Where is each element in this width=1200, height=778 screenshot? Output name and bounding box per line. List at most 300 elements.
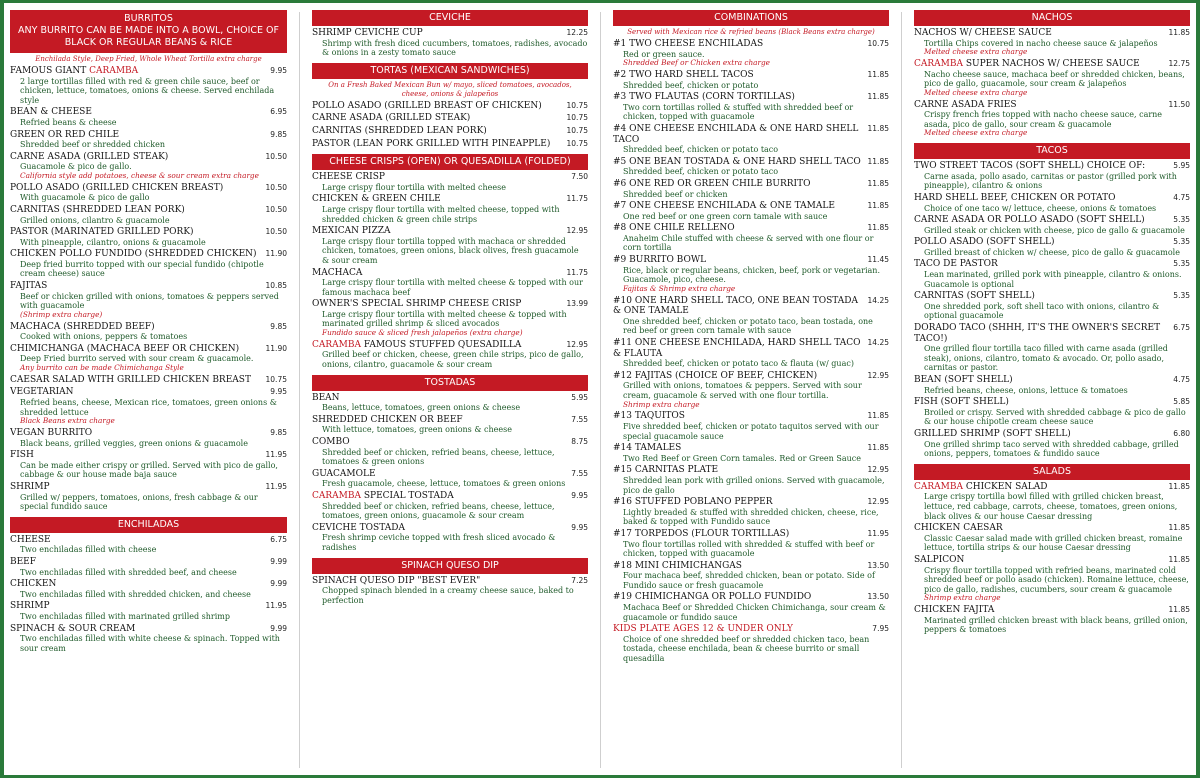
menu-item-row — [613, 157, 889, 168]
menu-item — [10, 557, 287, 577]
item-note: Melted cheese extra charge — [924, 87, 1028, 97]
menu-item-row — [10, 387, 287, 398]
item-price: 5.85 — [1173, 397, 1190, 407]
item-description: Deep fried burrito topped with our special fundido (chipotle cream cheese) sauce — [20, 259, 264, 279]
item-name-text: CHICKEN CAESAR — [914, 523, 1003, 534]
menu-item-row — [312, 268, 588, 279]
item-price: 12.95 — [566, 226, 588, 236]
menu-item-row — [914, 323, 1190, 344]
menu-item — [10, 387, 287, 426]
item-description: Beef or chicken grilled with onions, tomatoes & peppers served with guacamole — [20, 291, 279, 311]
column-content — [613, 10, 889, 664]
item-price: 10.85 — [265, 281, 287, 291]
item-price: 10.75 — [566, 125, 588, 135]
menu-item — [10, 107, 287, 127]
item-name — [312, 415, 463, 426]
item-name — [10, 130, 119, 141]
menu-item-row — [613, 179, 889, 190]
item-name-text: CARNE ASADA (GRILLED STEAK) — [312, 113, 471, 124]
item-name-text: #19 CHIMICHANGA OR POLLO FUNDIDO — [613, 592, 812, 603]
item-name-text: GREEN OR RED CHILE — [10, 129, 120, 140]
item-name — [914, 237, 1054, 248]
item-description: Shredded beef, chicken or potato taco — [623, 145, 779, 155]
item-description: Broiled or crispy. Served with shredded cabbage & pico de gallo & our house chipotle cream cheese sauce — [924, 407, 1186, 427]
menu-item — [914, 100, 1190, 139]
item-name — [613, 179, 810, 190]
item-description: Lean marinated, grilled pork with pineapple, cilantro & onions. Guacamole is optional — [924, 270, 1182, 289]
item-price: 11.90 — [265, 249, 287, 259]
item-name — [10, 107, 92, 118]
item-name-highlight: CARAMBA — [914, 58, 963, 69]
section-header-line: BLACK OR REGULAR BEANS & RICE — [64, 37, 233, 48]
item-price: 11.95 — [265, 450, 287, 460]
item-price: 5.95 — [1173, 161, 1190, 171]
item-description: Grilled beef or chicken, cheese, green chile strips, pico de gallo, onions, cilantro, guacamole & sour cream — [322, 350, 584, 370]
item-price: 11.85 — [1168, 481, 1190, 491]
menu-item-row — [613, 223, 889, 234]
item-name-highlight: CARAMBA — [312, 490, 361, 501]
item-price: 13.50 — [867, 592, 889, 602]
item-name-text: SPINACH & SOUR CREAM — [10, 623, 136, 634]
menu-item-row — [914, 291, 1190, 302]
menu-item — [10, 450, 287, 480]
item-price: 9.85 — [270, 321, 287, 331]
column-content — [10, 10, 287, 653]
item-description: Refried beans, cheese, onions, lettuce & tomatoes — [924, 385, 1128, 395]
item-name-highlight: CARAMBA — [914, 481, 963, 492]
menu-item-row — [312, 340, 588, 351]
item-price: 11.85 — [1168, 523, 1190, 533]
item-name-text: CARNE ASADA OR POLLO ASADO (SOFT SHELL) — [914, 215, 1145, 226]
menu-item — [10, 344, 287, 373]
item-name — [312, 340, 521, 351]
menu-item-row — [312, 523, 588, 534]
menu-item — [914, 429, 1190, 459]
item-name-text: FAMOUS STUFFED QUESADILLA — [361, 339, 522, 350]
item-name — [10, 624, 135, 635]
item-name-text: OWNER'S SPECIAL SHRIMP CHEESE CRISP — [312, 299, 522, 310]
item-name-text: FAJITAS — [10, 281, 48, 292]
section-header: TORTAS (MEXICAN SANDWICHES) — [312, 63, 588, 79]
menu-item — [914, 482, 1190, 521]
item-name — [10, 601, 50, 612]
item-name-text: POLLO ASADO (SOFT SHELL) — [914, 237, 1055, 248]
item-price: 8.75 — [571, 437, 588, 447]
item-name-text: #9 BURRITO BOWL — [613, 255, 707, 266]
item-description: Guacamole & pico de gallo. — [20, 162, 132, 172]
item-description: Lightly breaded & stuffed with shredded chicken, cheese, rice, baked & topped with Fundido sauce — [623, 507, 879, 527]
item-name-text: GUACAMOLE — [312, 468, 376, 479]
menu-section — [312, 154, 588, 369]
menu-item-row — [914, 429, 1190, 440]
menu-item — [10, 624, 287, 654]
item-note: Black Beans extra charge — [20, 416, 115, 426]
item-name-text: SHREDDED CHICKEN OR BEEF — [312, 414, 463, 425]
item-description: With lettuce, tomatoes, green onions & cheese — [322, 425, 512, 435]
menu-item — [914, 397, 1190, 427]
menu-item-row — [914, 161, 1190, 172]
item-name-text: SALPICON — [914, 554, 965, 565]
item-price: 11.85 — [867, 92, 889, 102]
item-name — [914, 555, 964, 566]
menu-item-row — [10, 205, 287, 216]
menu-column-1 — [10, 10, 287, 772]
item-name-highlight: CARAMBA — [312, 339, 361, 350]
item-price: 12.95 — [867, 497, 889, 507]
item-description: Five shredded beef, chicken or potato taquitos served with our special guacamole sauce — [623, 421, 879, 441]
item-name — [914, 161, 1145, 172]
menu-item — [10, 375, 287, 386]
item-name — [613, 124, 864, 145]
item-name — [10, 322, 155, 333]
item-name-text: CARNITAS (SOFT SHELL) — [914, 291, 1035, 302]
item-name-text: VEGAN BURRITO — [10, 428, 93, 438]
item-note: Any burrito can be made Chimichanga Style — [20, 363, 184, 373]
item-description: Two enchiladas filled with marinated grilled shrimp — [20, 611, 231, 621]
section-header-line: BURRITOS — [124, 13, 173, 24]
item-price: 9.99 — [270, 623, 287, 633]
item-description: Anaheim Chile stuffed with cheese & served with one flour or corn tortilla — [623, 233, 874, 253]
menu-item-row — [914, 193, 1190, 204]
menu-item-row — [613, 443, 889, 454]
menu-item-row — [613, 371, 889, 382]
item-price: 9.95 — [270, 387, 287, 397]
item-price: 11.85 — [1168, 605, 1190, 615]
menu-item — [312, 393, 588, 413]
menu-item-row — [914, 28, 1190, 39]
menu-item-row — [312, 299, 588, 310]
menu-item — [10, 428, 287, 448]
item-description: Two enchiladas filled with shredded chicken, and cheese — [20, 589, 251, 599]
menu-item-row — [613, 39, 889, 50]
item-name — [613, 497, 772, 508]
menu-item-row — [613, 624, 889, 635]
item-name — [312, 226, 391, 237]
menu-item-row — [10, 450, 287, 461]
item-name — [613, 561, 742, 572]
menu-section — [312, 558, 588, 606]
menu-item — [613, 371, 889, 410]
menu-item-row — [10, 322, 287, 333]
menu-item — [312, 113, 588, 124]
item-price: 10.75 — [867, 39, 889, 48]
item-name — [312, 139, 550, 150]
item-description: Choice of one shredded beef or shredded chicken taco, bean tostada, cheese enchilada, bean & cheese burrito or small quesadilla — [623, 634, 870, 664]
item-description: Shredded lean pork with grilled onions. Served with guacamole, pico de gallo — [623, 475, 885, 495]
menu-section — [10, 10, 287, 512]
item-name-text: #13 TAQUITOS — [613, 411, 685, 422]
item-price: 11.45 — [867, 255, 889, 265]
item-price: 10.50 — [265, 151, 287, 161]
item-name-text: CARNITAS (SHREDDED LEAN PORK) — [312, 125, 487, 136]
item-description: Nacho cheese sauce, machaca beef or shredded chicken, beans, pico de gallo, guacamole, sour cream & jalapeños — [924, 69, 1185, 89]
menu-item — [613, 561, 889, 591]
item-description: Fresh guacamole, cheese, lettuce, tomatoes & green onions — [322, 479, 566, 489]
menu-item — [613, 296, 889, 336]
menu-item — [312, 126, 588, 137]
item-description: Red or green sauce. — [623, 49, 705, 59]
item-price: 12.95 — [566, 339, 588, 349]
item-name-text: #3 TWO FLAUTAS (CORN TORTILLAS) — [613, 92, 795, 103]
column-divider — [600, 12, 601, 768]
item-name-text: #2 TWO HARD SHELL TACOS — [613, 69, 754, 80]
menu-item — [613, 39, 889, 68]
item-name-text: BEEF — [10, 556, 36, 567]
menu-item — [312, 576, 588, 606]
menu-item-row — [312, 194, 588, 205]
item-name-text: SHRIMP — [10, 481, 50, 492]
item-name-text: CHICKEN FAJITA — [914, 605, 995, 616]
item-name-text: #11 ONE CHEESE ENCHILADA, HARD SHELL TACO & FLAUTA — [613, 338, 861, 359]
menu-item-row — [914, 555, 1190, 566]
item-name — [914, 259, 998, 270]
item-name — [10, 428, 92, 439]
item-name — [914, 215, 1145, 226]
menu-item-row — [312, 437, 588, 448]
item-description: Two enchiladas filled with white cheese & spinach. Topped with sour cream — [20, 634, 280, 653]
item-name — [10, 183, 223, 194]
menu-item-row — [914, 523, 1190, 534]
section-header: COMBINATIONS — [613, 10, 889, 26]
item-description: Grilled onions, cilantro & guacamole — [20, 215, 170, 225]
menu-item-row — [613, 465, 889, 476]
menu-item-row — [613, 529, 889, 540]
item-description: Marinated grilled chicken breast with black beans, grilled onion, peppers & tomatoes — [924, 615, 1188, 635]
item-name-text: CHEESE — [10, 534, 51, 545]
item-name-text: CHICKEN SALAD — [963, 481, 1048, 492]
item-name — [613, 465, 718, 476]
menu-item — [10, 249, 287, 279]
item-name — [613, 92, 795, 103]
item-name-text: SHRIMP CEVICHE CUP — [312, 28, 423, 38]
item-name — [613, 70, 754, 81]
item-description: Rice, black or regular beans, chicken, beef, pork or vegetarian. Guacamole, pico, cheese. — [623, 265, 881, 285]
item-name-text: #5 ONE BEAN TOSTADA & ONE HARD SHELL TACO — [613, 156, 861, 167]
menu-item — [914, 161, 1190, 191]
item-price: 9.95 — [571, 490, 588, 500]
menu-item-row — [613, 497, 889, 508]
item-description: Beans, lettuce, tomatoes, green onions & cheese — [322, 403, 521, 413]
item-price: 10.75 — [566, 100, 588, 110]
menu-item-row — [914, 375, 1190, 386]
item-description: Black beans, grilled veggies, green onions & guacamole — [20, 438, 248, 448]
item-description: Crispy french fries topped with nacho cheese sauce, carne asada, pico de gallo, sour cream & guacamole — [924, 110, 1163, 129]
item-name-text: BEAN (SOFT SHELL) — [914, 375, 1013, 386]
menu-section — [312, 63, 588, 149]
menu-item — [10, 535, 287, 555]
item-name-text: CHIMICHANGA (MACHACA BEEF OR CHICKEN) — [10, 343, 240, 354]
menu-item-row — [914, 215, 1190, 226]
item-name — [10, 557, 36, 568]
menu-section — [914, 464, 1190, 635]
menu-section — [312, 10, 588, 58]
item-description: 2 large tortillas filled with red & green chile sauce, beef or chicken, lettuce, tomatoes, onions & cheese. Served enchilada style — [20, 76, 275, 105]
menu-item — [312, 415, 588, 435]
section-header — [10, 10, 287, 53]
item-price: 9.99 — [270, 556, 287, 566]
item-price: 11.85 — [867, 178, 889, 188]
item-description: Two Red Beef or Green Corn tamales. Red or Green Sauce — [623, 453, 861, 463]
item-price: 14.25 — [867, 338, 889, 348]
item-price: 11.95 — [265, 601, 287, 611]
menu-item-row — [312, 101, 588, 112]
item-name-text: MACHACA (SHREDDED BEEF) — [10, 321, 155, 332]
item-description: Cooked with onions, peppers & tomatoes — [20, 332, 188, 342]
item-price: 12.75 — [1168, 58, 1190, 68]
menu-item — [312, 491, 588, 521]
item-price: 11.85 — [1168, 554, 1190, 564]
menu-item-row — [10, 579, 287, 590]
item-description: One shredded beef, chicken or potato taco, bean tostada, one red beef or green corn tamale with sauce — [623, 316, 873, 336]
menu-item-row — [613, 338, 889, 359]
item-note: Shrimp extra charge — [623, 399, 700, 409]
item-name-text: SHRIMP — [10, 601, 50, 612]
item-name-text: #1 TWO CHEESE ENCHILADAS — [613, 39, 764, 49]
menu-item-row — [10, 344, 287, 355]
item-price: 11.85 — [867, 69, 889, 79]
item-description: Grilled steak or chicken with cheese, pico de gallo & guacamole — [924, 225, 1185, 235]
item-price: 5.95 — [571, 392, 588, 402]
item-name-text: CHICKEN — [10, 579, 57, 590]
item-name-text: HARD SHELL BEEF, CHICKEN OR POTATO — [914, 192, 1116, 203]
item-note: Melted cheese extra charge — [924, 128, 1028, 138]
menu-item — [312, 139, 588, 150]
item-name-text: BEAN — [312, 392, 340, 403]
item-name — [613, 338, 864, 359]
item-name-text: BEAN & CHEESE — [10, 107, 92, 118]
item-description: Fresh shrimp ceviche topped with fresh sliced avocado & radishes — [322, 533, 556, 552]
menu-item — [613, 201, 889, 221]
item-price: 10.75 — [566, 113, 588, 123]
item-description: Shredded beef or chicken, refried beans, cheese, lettuce, tomatoes, green onions, guacamole & sour cream — [322, 501, 555, 521]
item-price: 10.50 — [265, 182, 287, 192]
menu-item-row — [914, 59, 1190, 70]
item-name — [312, 299, 521, 310]
item-name-text: MACHACA — [312, 267, 363, 278]
menu-column-4 — [914, 10, 1190, 772]
item-description: Large crispy flour tortilla with melted cheese — [322, 182, 506, 192]
item-name — [312, 172, 385, 183]
item-name — [914, 59, 1140, 70]
menu-item — [312, 172, 588, 192]
item-price: 11.85 — [867, 123, 889, 133]
menu-section — [312, 375, 588, 553]
menu-item-row — [613, 561, 889, 572]
menu-item-row — [312, 113, 588, 124]
menu-item-row — [312, 28, 588, 39]
section-header-line: ANY BURRITO CAN BE MADE INTO A BOWL, CHOICE OF — [18, 25, 279, 36]
menu-item — [10, 130, 287, 150]
item-price: 10.50 — [265, 227, 287, 237]
menu-item-row — [312, 415, 588, 426]
menu-item — [613, 124, 889, 155]
item-price: 10.50 — [265, 204, 287, 214]
menu-item — [613, 338, 889, 369]
menu-item-row — [10, 428, 287, 439]
menu-item — [613, 179, 889, 199]
item-description: Classic Caesar salad made with grilled chicken breast, romaine lettuce, tortilla strips & our house Caesar dressing — [924, 533, 1183, 553]
item-name-text: #6 ONE RED OR GREEN CHILE BURRITO — [613, 178, 811, 189]
item-name — [613, 255, 706, 266]
item-price: 11.85 — [867, 443, 889, 453]
item-name-text: TWO STREET TACOS (SOFT SHELL) CHOICE OF: — [914, 161, 1146, 172]
item-description: Two corn tortillas rolled & stuffed with shredded beef or chicken, topped with guacamole — [623, 102, 854, 122]
item-price: 11.85 — [867, 411, 889, 421]
item-name-text: TACO DE PASTOR — [914, 259, 998, 270]
menu-item — [312, 469, 588, 489]
item-price: 12.95 — [867, 370, 889, 380]
item-name — [10, 579, 56, 590]
item-name-text: POLLO ASADO (GRILLED CHICKEN BREAST) — [10, 182, 224, 193]
menu-item-row — [613, 201, 889, 212]
menu-item — [613, 255, 889, 294]
column-divider — [901, 12, 902, 768]
item-price: 7.25 — [571, 575, 588, 585]
item-name — [312, 469, 376, 480]
item-name — [10, 249, 257, 260]
item-name-text: FISH (SOFT SHELL) — [914, 397, 1009, 408]
item-description: Shredded beef, chicken or potato taco — [623, 167, 779, 177]
item-price: 10.75 — [265, 374, 287, 384]
item-name-text: CAESAR SALAD WITH GRILLED CHICKEN BREAST — [10, 374, 251, 385]
item-price: 7.50 — [571, 172, 588, 182]
item-description: Large crispy tortilla bowl filled with grilled chicken breast, lettuce, red cabbage, carrots, cheese, tomatoes, green onions, black olives & our house Caesar dressing — [924, 492, 1178, 521]
item-name — [914, 100, 1017, 111]
item-name — [10, 387, 74, 398]
item-name-text: CARNE ASADA FRIES — [914, 99, 1017, 110]
menu-item — [613, 92, 889, 122]
item-name — [10, 375, 251, 386]
item-name — [312, 523, 405, 534]
item-price: 11.95 — [265, 481, 287, 491]
item-price: 5.35 — [1173, 215, 1190, 225]
menu-item-row — [312, 576, 588, 587]
menu-item-row — [312, 172, 588, 183]
section-header: ENCHILADAS — [10, 517, 287, 533]
menu-item — [10, 601, 287, 621]
menu-item — [312, 226, 588, 265]
menu-item — [10, 183, 287, 203]
item-description: Large crispy flour tortilla topped with machaca or shredded chicken, tomatoes, green onions, black olives, fresh guacamole & sour cream — [322, 236, 579, 265]
item-description: Refried beans & cheese — [20, 117, 117, 127]
item-name-text: #15 CARNITAS PLATE — [613, 465, 719, 476]
item-price: 13.99 — [566, 299, 588, 309]
section-header: CEVICHE — [312, 10, 588, 26]
menu-item-row — [613, 92, 889, 103]
menu-item — [312, 194, 588, 224]
item-description: Crispy flour tortilla topped with refried beans, marinated cold shredded beef or pollo asado (chicken). Romaine lettuce, cheese, pico de gallo, radishes, cucumbers, sour cream & guacamole — [924, 565, 1189, 594]
item-description: Tortilla Chips covered in nacho cheese sauce & jalapeños — [924, 38, 1158, 48]
item-name-text: CHICKEN & GREEN CHILE — [312, 194, 441, 205]
section-subtitle: Enchilada Style, Deep Fried, Whole Wheat Tortilla extra charge — [35, 55, 262, 63]
menu-item — [10, 579, 287, 599]
menu-item — [10, 227, 287, 247]
item-price: 6.75 — [1173, 323, 1190, 333]
item-name-text: #14 TAMALES — [613, 443, 682, 454]
item-name — [613, 592, 811, 603]
item-name-text: PASTOR (LEAN PORK GRILLED WITH PINEAPPLE) — [312, 138, 551, 149]
item-name — [914, 397, 1009, 408]
section-header: TACOS — [914, 143, 1190, 159]
item-name-highlight: CARAMBA — [89, 66, 139, 76]
item-price: 13.50 — [867, 560, 889, 570]
item-name — [312, 491, 454, 502]
menu-section — [914, 10, 1190, 138]
menu-item-row — [914, 259, 1190, 270]
item-name-text: #18 MINI CHIMICHANGAS — [613, 560, 742, 571]
item-description: Shredded beef or shredded chicken — [20, 140, 165, 150]
item-name — [312, 101, 542, 112]
